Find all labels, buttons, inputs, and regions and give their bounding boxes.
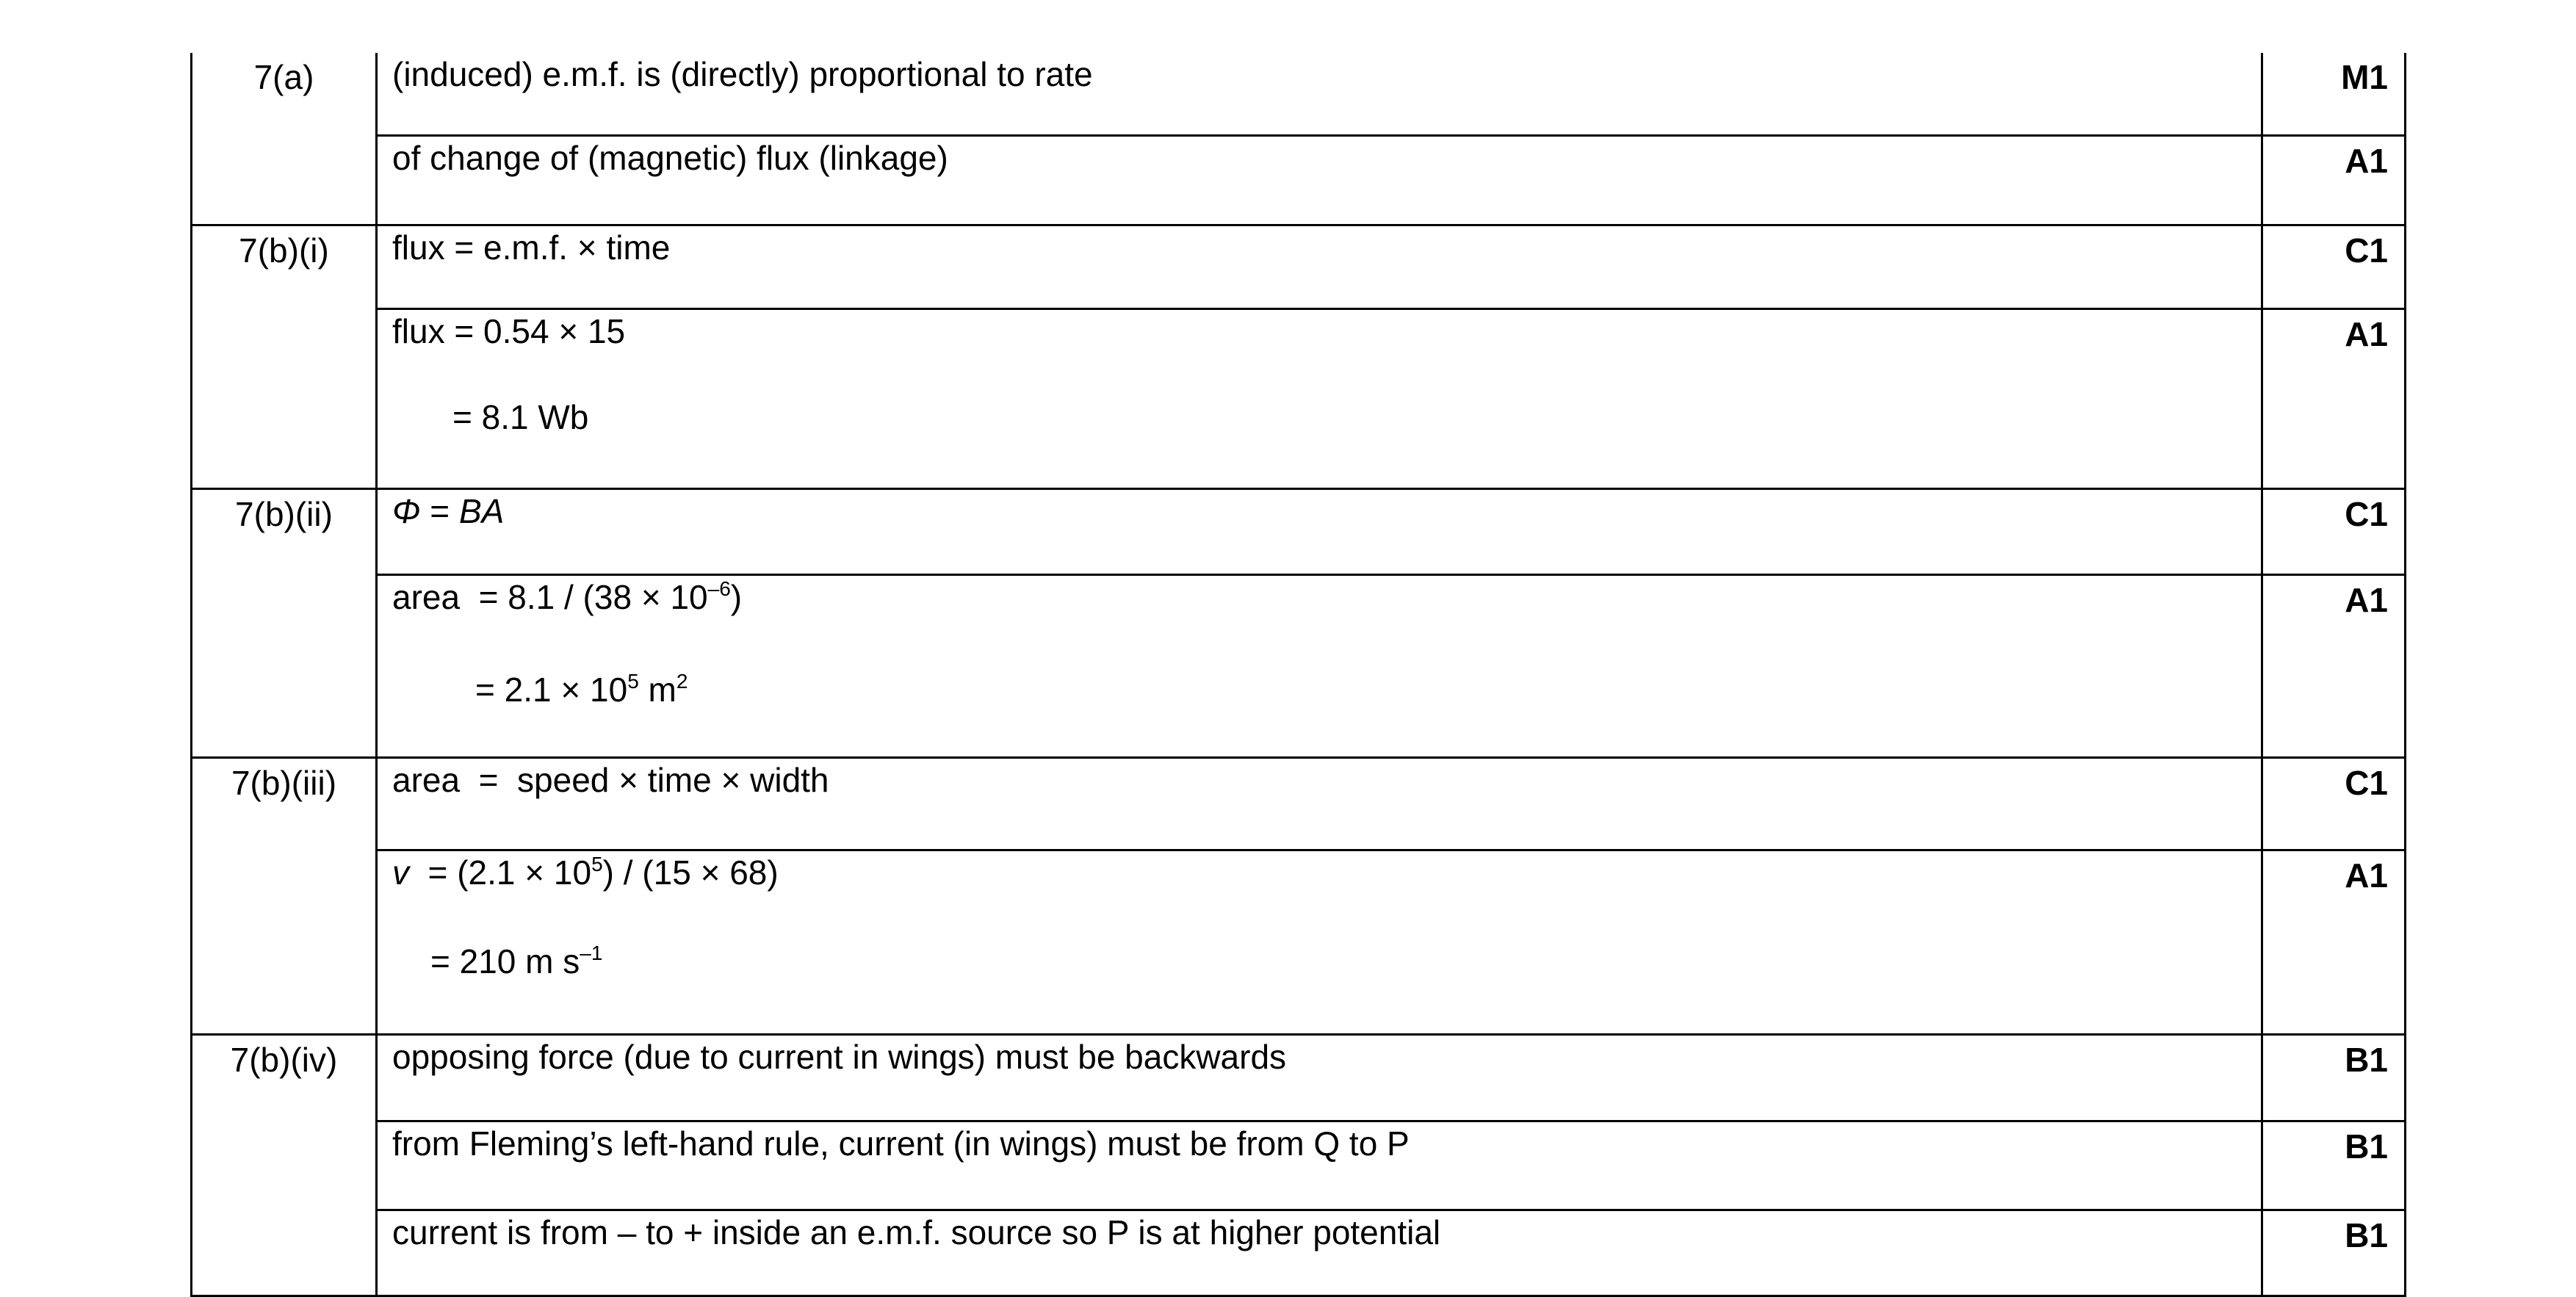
table-row <box>192 1210 2406 1296</box>
answer-continuation: = $2.1 \times 10^5$ $m^2$ <box>475 670 688 709</box>
answer-cell <box>377 225 2262 309</box>
question-number: 7(b)(iii) <box>192 758 377 1035</box>
question-number: 7(b)(i) <box>192 225 377 489</box>
mark-cell: C1 <box>2262 225 2406 309</box>
table-row <box>192 1035 2406 1121</box>
mark-cell: B1 <box>2262 1121 2406 1210</box>
answer-text: from Fleming’s left-hand rule, current (in wings) must be from Q to P <box>392 1124 1410 1163</box>
table-row <box>192 225 2406 309</box>
mark-cell: B1 <box>2262 1035 2406 1121</box>
mark-cell: B1 <box>2262 1210 2406 1296</box>
answer-cell <box>377 575 2262 758</box>
question-number: 7(b)(iv) <box>192 1035 377 1296</box>
equals-sign: = <box>420 492 459 530</box>
answer-cell <box>377 758 2262 850</box>
answer-cell <box>377 53 2262 136</box>
mark-scheme-table <box>190 53 2406 1297</box>
mark-cell: C1 <box>2262 758 2406 850</box>
answer-continuation: = 210 m $s^{-1}$ <box>430 942 603 980</box>
question-number: 7(a) <box>192 53 377 225</box>
answer-cell <box>377 850 2262 1035</box>
mark-cell: A1 <box>2262 850 2406 1035</box>
answer-cell <box>377 1035 2262 1121</box>
table-row <box>192 53 2406 136</box>
table-row <box>192 575 2406 758</box>
answer-text <box>392 494 2261 528</box>
answer-text: (induced) e.m.f. is (directly) proportional to rate <box>392 55 1093 93</box>
answer-text: opposing force (due to current in wings) must be backwards <box>392 1038 1287 1076</box>
answer-cell <box>377 309 2262 489</box>
question-number: 7(b)(ii) <box>192 489 377 758</box>
mark-cell: A1 <box>2262 136 2406 225</box>
table-row <box>192 309 2406 489</box>
answer-cell <box>377 136 2262 225</box>
answer-cell <box>377 1210 2262 1296</box>
mark-cell: A1 <box>2262 575 2406 758</box>
answer-text: $v = (2.1 \times 10^5) / (15 \times 68)$ <box>392 853 779 892</box>
mark-cell: M1 <box>2262 53 2406 136</box>
answer-text: flux = 0.54 × 15 <box>392 312 626 350</box>
answer-text: flux = e.m.f. × time <box>392 228 671 267</box>
table-row <box>192 489 2406 575</box>
table-row <box>192 1121 2406 1210</box>
flux-symbol: Φ <box>392 492 421 530</box>
table-row <box>192 136 2406 225</box>
table-row <box>192 850 2406 1035</box>
table-row <box>192 758 2406 850</box>
answer-text: of change of (magnetic) flux (linkage) <box>392 139 948 177</box>
answer-cell <box>377 489 2262 575</box>
formula-rhs: BA <box>458 492 505 530</box>
answer-cell <box>377 1121 2262 1210</box>
mark-cell: A1 <box>2262 309 2406 489</box>
answer-text: current is from – to + inside an e.m.f. source so P is at higher potential <box>392 1213 1441 1251</box>
answer-text: area = speed × time × width <box>392 761 829 799</box>
mark-cell: C1 <box>2262 489 2406 575</box>
answer-continuation: = 8.1 Wb <box>452 398 589 436</box>
answer-text: area = $8.1 / (38 \times 10^{-6})$ <box>392 577 743 616</box>
